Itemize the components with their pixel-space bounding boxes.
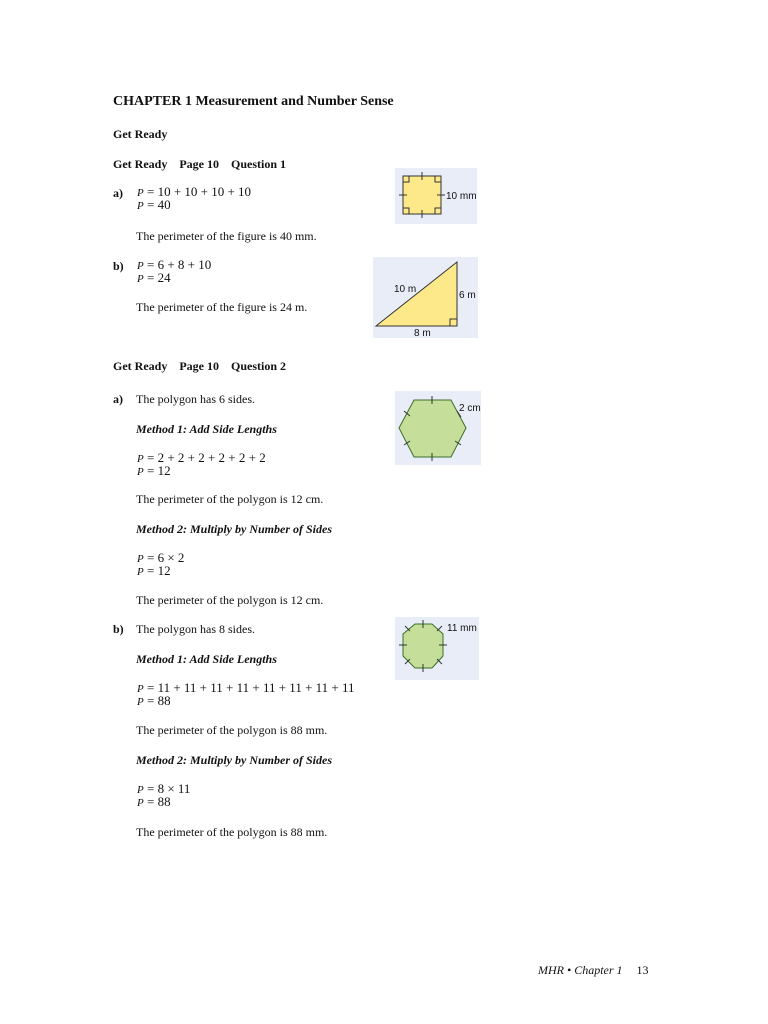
chapter-title: CHAPTER 1 Measurement and Number Sense [113,94,394,109]
q1-heading: Get Ready Page 10 Question 1 [113,157,286,171]
var-p: P [137,466,144,478]
q1b-eq-line2: = 24 [146,270,171,285]
triangle-hypotenuse-label: 10 m [394,284,417,295]
q2a-m2-equation [137,552,184,578]
hexagon-figure [395,391,481,465]
triangle-side-label: 6 m [459,290,476,301]
var-p: P [137,200,144,212]
q1a-eq-line2: = 40 [146,197,171,212]
q2a-method2-title: Method 2: Multiply by Number of Sides [136,522,333,536]
q1a-conclusion: The perimeter of the figure is 40 mm. [136,229,317,243]
q1a-eq-line1: = 10 + 10 + 10 + 10 [146,184,252,199]
q2b-m1-conclusion: The perimeter of the polygon is 88 mm. [136,723,328,737]
hexagon-side-label: 2 cm [459,403,481,414]
page-footer [538,963,649,978]
var-p: P [137,187,144,199]
section-heading: Get Ready [113,127,168,141]
var-p: P [137,784,144,796]
square-side-label: 10 mm [446,191,477,202]
q2b-m2-line1: = 8 × 11 [146,781,191,796]
var-p: P [137,797,144,809]
q2b-m2-line2: = 88 [146,794,171,809]
q2a-label: a) [113,392,123,406]
q2a-m1-conclusion: The perimeter of the polygon is 12 cm. [136,492,324,506]
var-p: P [137,683,144,695]
q2b-m2-equation [137,783,190,809]
var-p: P [137,273,144,285]
q2b-method2-title: Method 2: Multiply by Number of Sides [136,753,333,767]
q2b-m1-line2: = 88 [146,693,171,708]
var-p: P [137,566,144,578]
q2b-m1-equation [137,682,355,708]
q1a-equation [137,186,251,212]
q1b-conclusion: The perimeter of the figure is 24 m. [136,300,308,314]
q2b-label: b) [113,622,124,636]
q1b-eq-line1: = 6 + 8 + 10 [146,257,212,272]
q2a-m1-line2: = 12 [146,463,171,478]
q2b-intro: The polygon has 8 sides. [136,622,255,636]
q2a-m1-equation [137,452,266,478]
q1a-label: a) [113,186,123,200]
triangle-base-label: 8 m [414,328,431,338]
q2a-m2-conclusion: The perimeter of the polygon is 12 cm. [136,593,324,607]
var-p: P [137,553,144,565]
q2-heading: Get Ready Page 10 Question 2 [113,359,286,373]
square-figure [395,168,477,224]
octagon-figure [395,617,479,680]
q2a-m2-line1: = 6 × 2 [146,550,185,565]
q2b-m1-line1: = 11 + 11 + 11 + 11 + 11 + 11 + 11 + 11 [146,680,355,695]
octagon-side-label: 11 mm [447,623,477,634]
var-p: P [137,696,144,708]
var-p: P [137,260,144,272]
q2a-method1-title: Method 1: Add Side Lengths [136,422,277,436]
q2a-m1-line1: = 2 + 2 + 2 + 2 + 2 + 2 [146,450,266,465]
footer-text: MHR • Chapter 1 [538,963,623,977]
q1b-equation [137,259,211,285]
q2a-intro: The polygon has 6 sides. [136,392,255,406]
page-number: 13 [636,963,649,977]
q2b-method1-title: Method 1: Add Side Lengths [136,652,277,666]
q1b-label: b) [113,259,124,273]
triangle-figure [373,257,478,338]
var-p: P [137,453,144,465]
q2b-m2-conclusion: The perimeter of the polygon is 88 mm. [136,825,328,839]
q2a-m2-line2: = 12 [146,563,171,578]
